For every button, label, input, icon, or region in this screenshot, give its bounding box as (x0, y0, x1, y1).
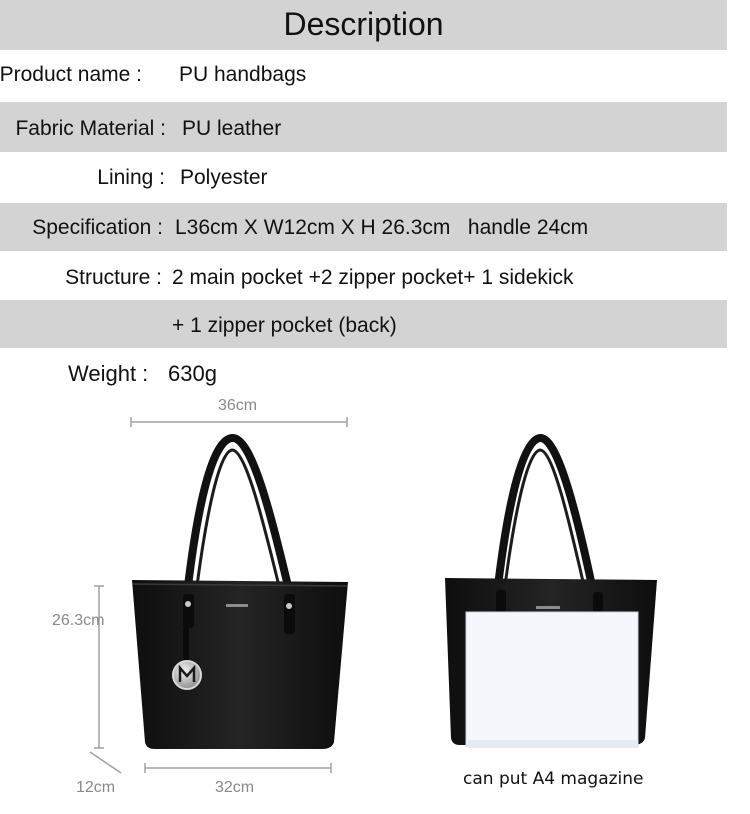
a4-caption: can put A4 magazine (463, 769, 644, 789)
handbag-a4-view (445, 438, 657, 748)
dimension-label-length: 36cm (218, 397, 258, 414)
dimension-label-bottom: 32cm (215, 779, 255, 796)
spec-value: Polyester (180, 166, 268, 189)
spec-label: Fabric Material : (15, 117, 166, 140)
spec-value: PU leather (182, 117, 282, 140)
spec-label: Product name : (0, 63, 142, 86)
spec-value: PU handbags (179, 63, 307, 86)
spec-value: 630g (168, 361, 217, 386)
spec-value: 2 main pocket +2 zipper pocket+ 1 sidekick (172, 266, 574, 289)
handbag-front-view (132, 438, 348, 749)
dimension-label-height: 26.3cm (52, 612, 105, 629)
dimension-label-width: 12cm (76, 779, 116, 796)
spec-label: Lining : (97, 166, 165, 189)
page-title: Description (283, 6, 444, 42)
spec-value: + 1 zipper pocket (back) (172, 314, 397, 337)
spec-label: Weight : (68, 361, 149, 386)
spec-label: Specification : (32, 216, 163, 239)
spec-label: Structure : (65, 266, 162, 289)
spec-value: L36cm X W12cm X H 26.3cm handle 24cm (175, 216, 589, 239)
